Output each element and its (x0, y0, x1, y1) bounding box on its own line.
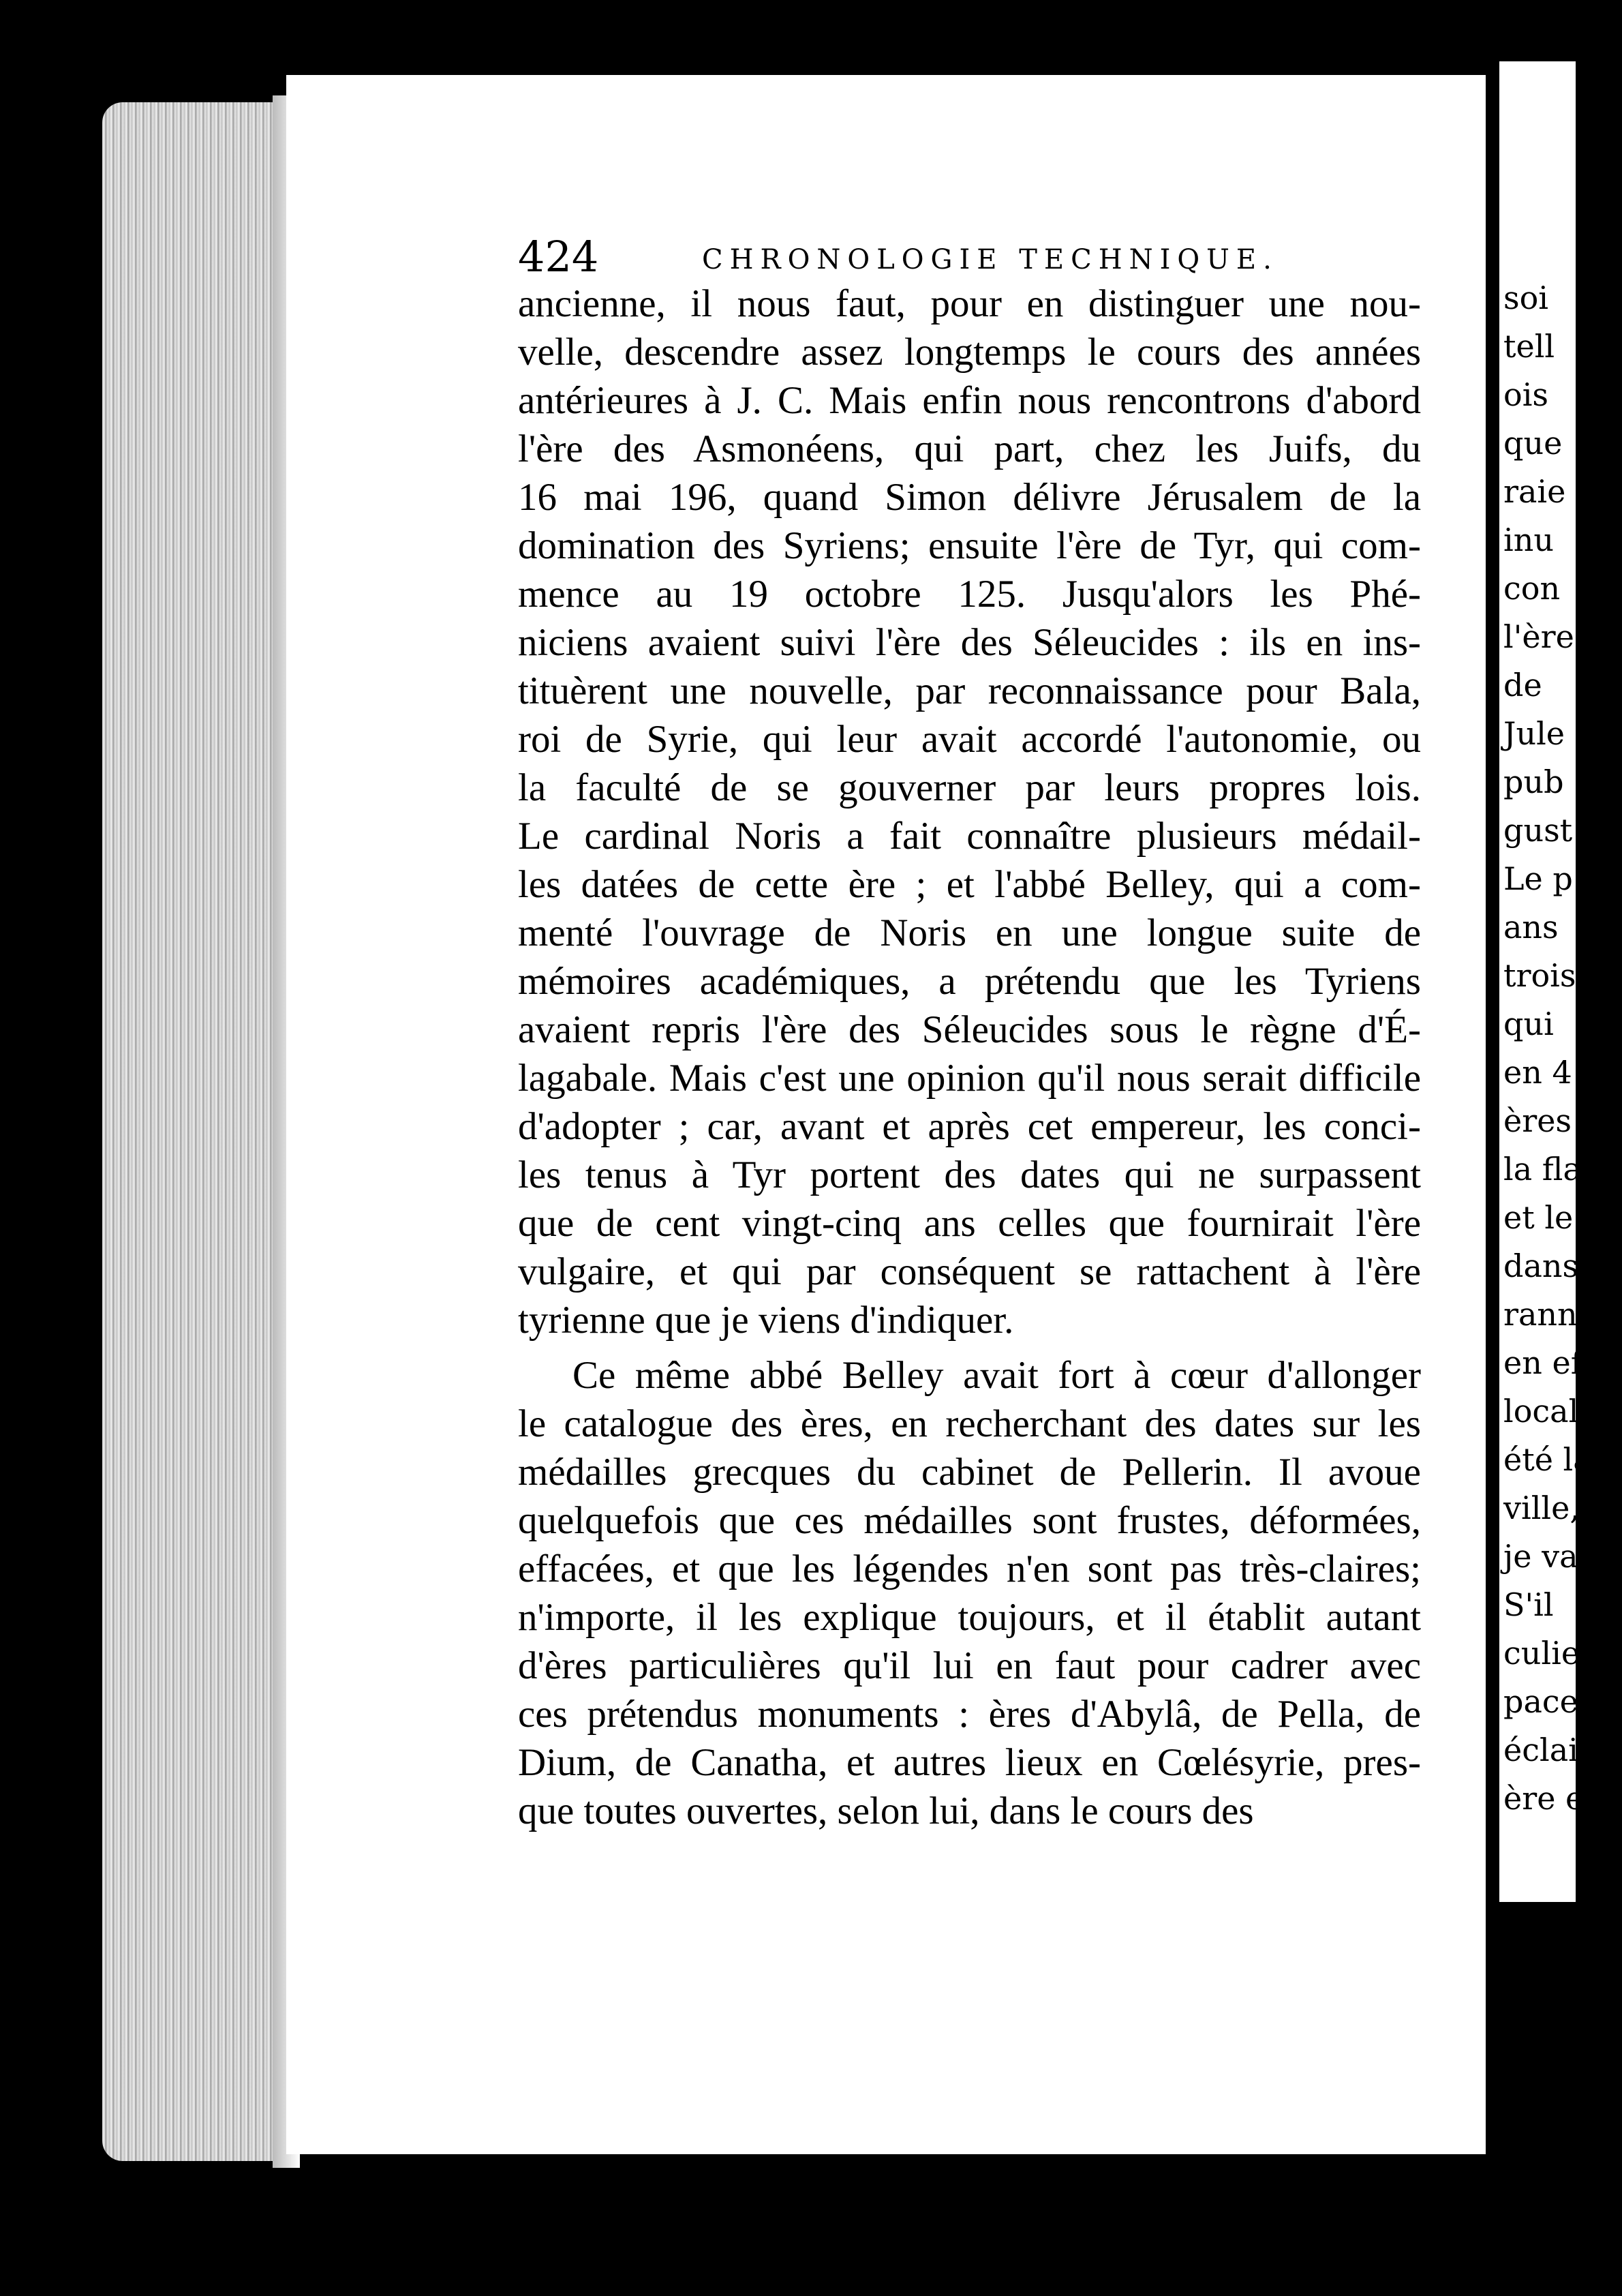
text-line: mémoires académiques, a prétendu que les Tyriens (518, 960, 1421, 1003)
next-page-fragment: en 4 (1503, 1054, 1572, 1091)
next-page-fragment: pub (1503, 764, 1564, 800)
text-line: Le cardinal Noris a fait connaître plusieurs médail- (518, 815, 1421, 858)
text-line: d'adopter ; car, avant et après cet empereur, les conci- (518, 1105, 1421, 1148)
next-page-fragment: dans (1503, 1248, 1579, 1284)
next-page-fragment: con (1503, 570, 1561, 607)
text-line: menté l'ouvrage de Noris en une longue suite de (518, 911, 1421, 954)
next-page-fragment: tell (1503, 328, 1555, 365)
scan-mark (41, 1282, 45, 1309)
next-page-fragment: été la (1503, 1441, 1592, 1478)
next-page-fragment: ville, c (1503, 1490, 1608, 1526)
next-page-fragment: qui (1503, 1006, 1554, 1042)
text-line: les tenus à Tyr portent des dates qui ne surpassent (518, 1153, 1421, 1196)
text-line: roi de Syrie, qui leur avait accordé l'autonomie, ou (518, 718, 1421, 761)
next-page-fragment: de (1503, 667, 1542, 704)
text-line: d'ères particulières qu'il lui en faut pour cadrer avec (518, 1644, 1421, 1687)
text-line: tituèrent une nouvelle, par reconnaissance pour Bala, (518, 669, 1421, 712)
text-line: velle, descendre assez longtemps le cours des années (518, 331, 1421, 374)
text-line: 16 mai 196, quand Simon délivre Jérusalem de la (518, 476, 1421, 519)
text-line: antérieures à J. C. Mais enfin nous rencontrons d'abord (518, 379, 1421, 422)
text-line: ces prétendus monuments : ères d'Abylâ, de Pella, de (518, 1693, 1421, 1736)
page-header (518, 232, 1424, 286)
next-page-fragment: pace d (1503, 1683, 1608, 1720)
page-edges (102, 102, 286, 2161)
next-page-fragment: ère enc (1503, 1780, 1622, 1817)
next-page-fragment: gust (1503, 812, 1573, 849)
text-line: vulgaire, et qui par conséquent se rattachent à l'ère (518, 1250, 1421, 1293)
text-line: domination des Syriens; ensuite l'ère de Tyr, qui com- (518, 524, 1421, 567)
page-number: 424 (518, 232, 599, 282)
text-line: niciens avaient suivi l'ère des Séleucides : ils en ins- (518, 621, 1421, 664)
next-page-fragment: et le (1503, 1199, 1574, 1236)
next-page-fragment: en eff (1503, 1344, 1593, 1381)
next-page-fragment: culiers (1503, 1635, 1611, 1672)
next-page-fragment: raie (1503, 473, 1566, 510)
text-line: médailles grecques du cabinet de Pellerin. Il avoue (518, 1451, 1421, 1494)
text-line: que toutes ouvertes, selon lui, dans le cours des (518, 1789, 1254, 1832)
text-line: Ce même abbé Belley avait fort à cœur d'allonger (572, 1354, 1421, 1397)
text-line: mence au 19 octobre 125. Jusqu'alors les Phé- (518, 573, 1421, 616)
text-line: la faculté de se gouverner par leurs propres lois. (518, 766, 1421, 809)
next-page-fragment: ères (1503, 1102, 1572, 1139)
text-line: quelquefois que ces médailles sont frustes, déformées, (518, 1499, 1421, 1542)
body-text (518, 280, 1421, 1835)
next-page-fragment: l'ère (1503, 618, 1574, 655)
text-line: Dium, de Canatha, et autres lieux en Cœlésyrie, pres- (518, 1741, 1421, 1784)
next-page-fragment: locale (1503, 1393, 1597, 1430)
text-line: tyrienne que je viens d'indiquer. (518, 1299, 1014, 1342)
next-page-fragment: inu (1503, 522, 1554, 558)
next-page-fragment: trois (1503, 957, 1576, 994)
next-page-fragment: que (1503, 425, 1563, 462)
next-page-fragment: ois (1503, 376, 1549, 413)
text-line: le catalogue des ères, en recherchant des dates sur les (518, 1402, 1421, 1445)
next-page-fragment: Le p (1503, 860, 1573, 897)
next-page-fragment: Jule (1503, 715, 1565, 752)
running-head: CHRONOLOGIE TECHNIQUE. (702, 244, 1279, 275)
text-line: l'ère des Asmonéens, qui part, chez les Juifs, du (518, 427, 1421, 470)
text-line: ancienne, il nous faut, pour en distinguer une nou- (518, 282, 1421, 325)
text-line: les datées de cette ère ; et l'abbé Belley, qui a com- (518, 863, 1421, 906)
next-page-fragment: je vais (1503, 1538, 1604, 1575)
next-page-fragment: S'il (1503, 1586, 1554, 1623)
next-page-fragment: éclaire (1503, 1732, 1612, 1768)
text-line: n'importe, il les explique toujours, et il établit autant (518, 1596, 1421, 1639)
text-line: avaient repris l'ère des Séleucides sous le règne d'É- (518, 1008, 1421, 1051)
paragraph-gap (518, 1344, 1421, 1351)
next-page-fragment: ans (1503, 909, 1559, 946)
next-page-fragment: soi (1503, 280, 1549, 316)
next-page-fragment: ranni (1503, 1296, 1588, 1333)
text-line: que de cent vingt-cinq ans celles que fournirait l'ère (518, 1202, 1421, 1245)
text-line: lagabale. Mais c'est une opinion qu'il nous serait difficile (518, 1057, 1421, 1100)
next-page-fragment: la fla (1503, 1151, 1582, 1188)
text-line: effacées, et que les légendes n'en sont pas très-claires; (518, 1547, 1421, 1590)
next-page-sliver (1493, 61, 1622, 1902)
